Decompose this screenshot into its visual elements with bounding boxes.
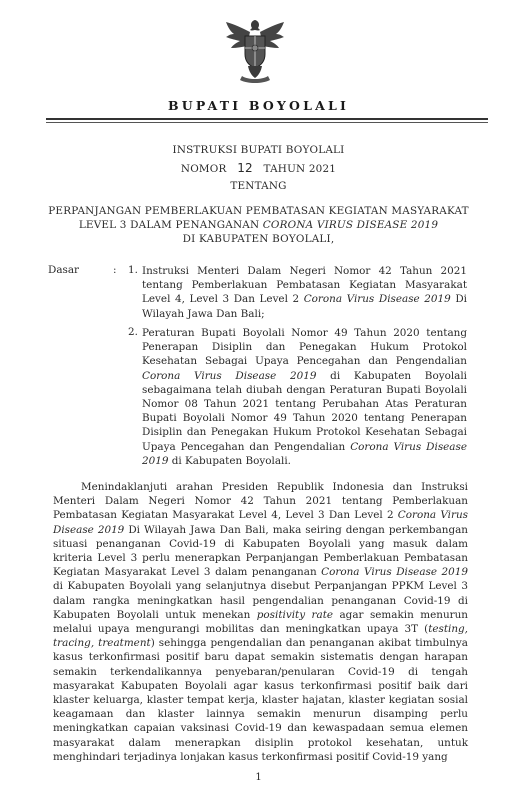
body-italic-1: Corona Virus Disease 2019 (53, 509, 468, 536)
dasar-item-2-italic-2: Corona Virus Disease 2019 (142, 440, 467, 467)
body-text-2: Di Wilayah Jawa Dan Bali, maka seiring dengan perkembangan situasi penanganan Covid-19 di Kabupaten Boyolali yang masuk dalam kriteria Level 3 perlu menerapkan Perpanjangan Pemberlakuan Pembatasan Kegiatan Masyarakat Level 3 dalam penanganan (53, 523, 468, 579)
dasar-item-1-text: Instruksi Menteri Dalam Negeri Nomor 42 Tahun 2021 tentang Pemberlakuan Pembatasan Kegiatan Masyarakat Level 4, Level 3 Dan Level 2 (142, 265, 467, 306)
dasar-item-2-text: Peraturan Bupati Boyolali Nomor 49 Tahun 2020 tentang Penerapan Disiplin dan Penegakan Hukum Protokol Kesehatan Sebagai Upaya Pencegahan dan Pengendalian (142, 327, 467, 368)
body-text-5: ) sehingga pengendalian dan penanganan akibat timbulnya kasus terkonfirmasi positif baru dapat semakin sistematis dengan harapan semakin terkendalikannya penyebaran/penularan Covid-19 di tengah masyarakat Kabupaten Boyolali agar kasus terkonfirmasi positif baik dari klaster keluarga, klaster tempat kerja, klaster hajatan, klaster kegiatan sosial keagamaan dan klaster lainnya semakin menurun disamping perlu meningkatkan capaian vaksinasi Covid-19 dan kewaspadaan semua elemen masyarakat dalam menerapkan disiplin protokol kesehatan, untuk menghindari terjadinya lonjakan kasus terkonfirmasi positif Covid-19 yang (53, 637, 468, 763)
dasar-item-2 (142, 326, 467, 468)
dasar-item-2-number: 2. (128, 326, 138, 338)
body-text-4: agar semakin menurun melalui upaya mengurangi mobilitas dan meningkatkan upaya 3T ( (53, 608, 468, 636)
subject-line-2 (0, 218, 517, 232)
letterhead-rule-thick (46, 118, 488, 120)
dasar-item-1-italic: Corona Virus Disease 2019 (303, 293, 451, 306)
body-italic-3: positivity rate (256, 608, 334, 621)
nomor-value: 12 (237, 161, 253, 175)
dasar-item-2-text-end: di Kabupaten Boyolali. (168, 454, 291, 467)
nomor-label: NOMOR (180, 163, 227, 175)
dasar-colon: : (113, 264, 117, 276)
letterhead-title: BUPATI BOYOLALI (167, 98, 350, 113)
instruction-title: INSTRUKSI BUPATI BOYOLALI (172, 144, 345, 156)
dasar-item-2-italic-1: Corona Virus Disease 2019 (142, 369, 317, 382)
subject-line-1: PERPANJANGAN PEMBERLAKUAN PEMBATASAN KEGIATAN MASYARAKAT (48, 205, 469, 217)
dasar-label: Dasar (48, 264, 80, 276)
subject-line-2-text: LEVEL 3 DALAM PENANGANAN (78, 219, 263, 231)
body-italic-4: testing, tracing, treatment (53, 623, 468, 650)
body-italic-2: Corona Virus Disease 2019 (321, 566, 468, 579)
body-text-1: Menindaklanjuti arahan Presiden Republik Indonesia dan Instruksi Menteri Dalam Negeri Nomor 42 Tahun 2021 tentang Pemberlakuan Pembatasan Kegiatan Masyarakat Level 4, Level 3 Dan Level 2 (53, 481, 468, 522)
subject-line-3: DI KABUPATEN BOYOLALI, (182, 233, 335, 245)
dasar-item-2-text-mid: di Kabupaten Boyolali sebagaimana telah diubah dengan Peraturan Bupati Boyolali Nomor 08 Tahun 2021 tentang Perubahan Atas Peraturan Bupati Boyolali Nomor 49 Tahun 2020 tentang Penerapan Disiplin dan Penegakan Hukum Protokol Kesehatan Sebagai Upaya Pencegahan dan Pengendalian (142, 369, 467, 453)
dasar-item-1-text-end: Di Wilayah Jawa Dan Bali; (142, 293, 467, 320)
subject-line-2-italic: CORONA VIRUS DISEASE 2019 (262, 219, 439, 231)
dasar-item-1-number: 1. (128, 264, 138, 276)
body-text-3: di Kabupaten Boyolali yang selanjutnya disebut Perpanjangan PPKM Level 3 dalam rangka meningkatkan hasil pengendalian penanganan Covid-19 di Kabupaten Boyolali untuk menekan (53, 580, 468, 621)
body-paragraph (53, 480, 468, 764)
letterhead-rule-thin (46, 122, 488, 123)
page-number: 1 (255, 772, 262, 783)
garuda-emblem-icon (220, 18, 290, 86)
instruction-number (0, 161, 517, 175)
tentang-label: TENTANG (230, 180, 287, 192)
dasar-item-1 (142, 264, 467, 321)
tahun-label: TAHUN 2021 (263, 163, 337, 175)
